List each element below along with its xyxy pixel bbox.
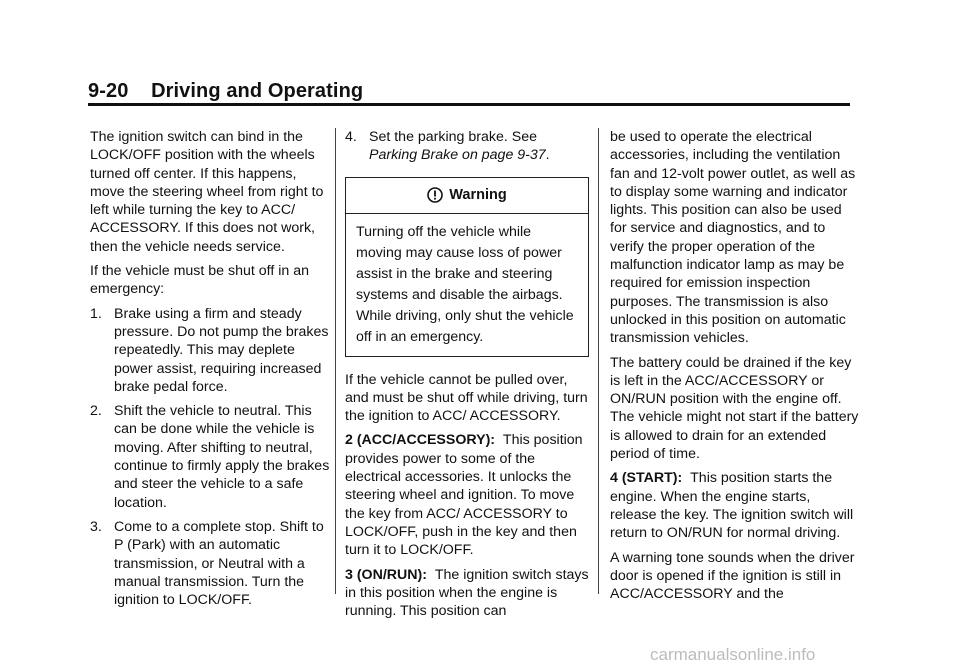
list-text: Shift the vehicle to neutral. This can be done while the vehicle is moving. After shifting to neutral, continue to firmly apply the brakes and steer the vehicle to a safe location. (114, 403, 330, 511)
list-text (369, 128, 590, 165)
term-text: The ignition switch stays in this position when the engine is running. This position can (345, 566, 589, 620)
paragraph: If the vehicle cannot be pulled over, and must be shut off while driving, turn the ignition to ACC/ ACCESSORY. (345, 371, 588, 425)
paragraph (345, 431, 590, 559)
list-text: Brake using a firm and steady pressure. Do not pump the brakes repeatedly. This may deplete power assist, requiring increased brake pedal force. (114, 305, 329, 395)
list-item (345, 128, 590, 165)
column-3 (610, 128, 860, 609)
warning-title: Warning (449, 186, 507, 203)
header-divider (88, 103, 850, 106)
list-number: 2. (90, 403, 102, 420)
column-divider-1 (335, 128, 336, 594)
paragraph: The ignition switch can bind in the LOCK/OFF position with the wheels turned off center. If this happens, move the steering wheel from right to left while turning the key to ACC/ ACCESSORY. If this does not work, then the vehicle needs service. (90, 129, 324, 255)
term-label: 2 (ACC/ACCESSORY): (345, 432, 496, 449)
section-title: Driving and Operating (151, 80, 364, 102)
step-text: Set the parking brake. See (369, 129, 537, 145)
step-end: . (545, 147, 550, 164)
list-number: 3. (90, 518, 102, 535)
paragraph: A warning tone sounds when the driver door is opened if the ignition is still in ACC/ACCESSORY and the (610, 549, 855, 603)
list-number: 4. (345, 129, 357, 145)
list-item (90, 518, 330, 609)
column-divider-2 (598, 128, 599, 594)
page-title (88, 80, 363, 102)
paragraph: The battery could be drained if the key is left in the ACC/ACCESSORY or ON/RUN position with the engine off. The vehicle might not start if the battery is allowed to drain for an extended period of time. (610, 354, 859, 463)
column-1 (90, 128, 330, 615)
paragraph (610, 469, 860, 542)
warning-box (345, 177, 589, 357)
term-label: 4 (START): (610, 470, 683, 487)
paragraph (345, 566, 590, 621)
list-text: Come to a complete stop. Shift to P (Park) with an automatic transmission, or Neutral with a manual transmission. Turn the ignition to LOCK/OFF. (114, 518, 324, 609)
term-label: 3 (ON/RUN): (345, 566, 427, 583)
term-text: This position provides power to some of the electrical accessories. It unlocks the steering wheel and ignition. To move the key from ACC/ ACCESSORY to LOCK/OFF, push in the key and then turn it to LOCK/OFF. (345, 432, 583, 559)
list-item (90, 305, 330, 396)
term-text: This position starts the engine. When the engine starts, release the key. The ignition switch will return to ON/RUN for normal driving. (610, 470, 854, 542)
watermark: carmanualsonline.info (650, 645, 816, 664)
page-number: 9-20 (88, 80, 129, 102)
list-number: 1. (90, 305, 102, 322)
column-2 (345, 128, 590, 626)
warning-text: Turning off the vehicle while moving may cause loss of power assist in the brake and steering systems and disable the airbags. While driving, only shut the vehicle off in an emergency. (356, 223, 574, 345)
paragraph: be used to operate the electrical accessories, including the ventilation fan and 12-volt power outlet, as well as to display some warning and indicator lights. This position can also be used for service and diagnostics, and to verify the proper operation of the malfunction indicator lamp as may be required for emission inspection purposes. The transmission is also unlocked in this position on automatic transmission vehicles. (610, 129, 856, 347)
warning-icon (427, 187, 443, 203)
list-item (90, 402, 330, 512)
cross-reference-link[interactable]: Parking Brake on page 9‑37 (369, 147, 546, 164)
paragraph: If the vehicle must be shut off in an emergency: (90, 263, 309, 298)
warning-header (346, 178, 588, 214)
